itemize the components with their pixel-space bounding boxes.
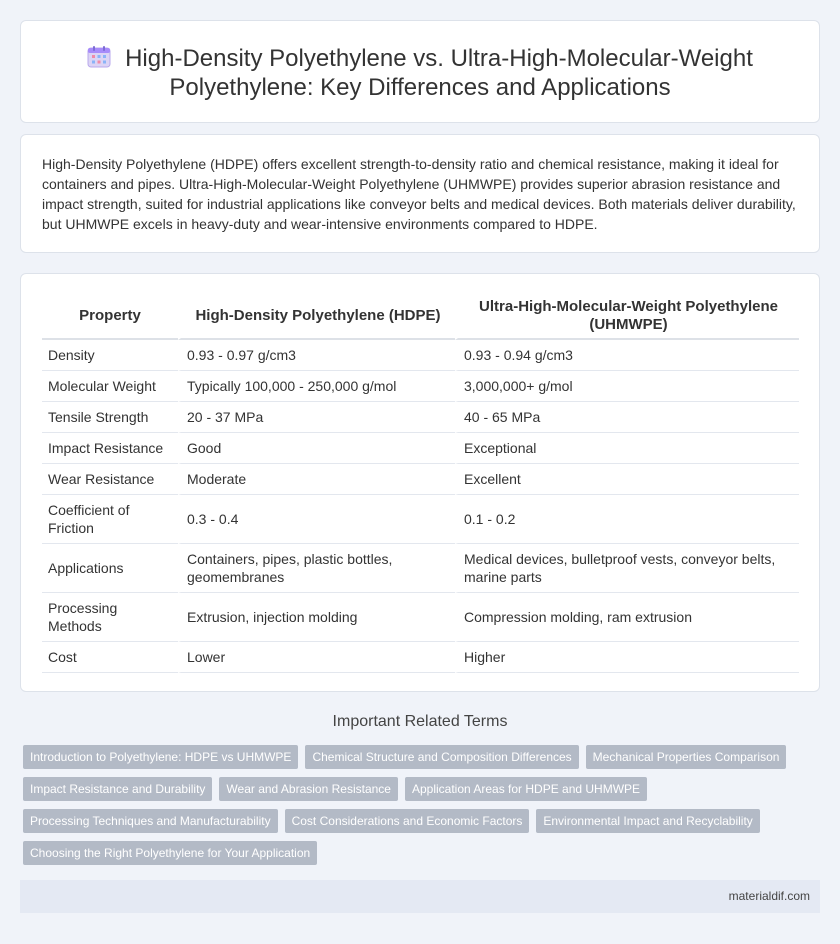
- table-row: [42, 402, 799, 433]
- hdpe-cell: Typically 100,000 - 250,000 g/mol: [178, 371, 455, 402]
- related-term-tag[interactable]: Environmental Impact and Recyclability: [536, 809, 759, 833]
- title-line-2: Polyethylene: Key Differences and Applications: [169, 74, 671, 101]
- uhmwpe-cell: 40 - 65 MPa: [455, 402, 799, 433]
- related-term-tag[interactable]: Processing Techniques and Manufacturability: [23, 809, 278, 833]
- hdpe-cell: Lower: [178, 642, 455, 673]
- table-row: [42, 371, 799, 402]
- related-term-tag[interactable]: Choosing the Right Polyethylene for Your Application: [23, 841, 317, 865]
- table-row: [42, 340, 799, 371]
- uhmwpe-cell: Compression molding, ram extrusion: [455, 593, 799, 642]
- hdpe-cell: Extrusion, injection molding: [178, 593, 455, 642]
- related-terms-tags: [23, 745, 803, 873]
- property-cell: Density: [42, 340, 178, 371]
- uhmwpe-cell: 3,000,000+ g/mol: [455, 371, 799, 402]
- property-cell: Coefficient of Friction: [42, 495, 178, 544]
- related-term-tag[interactable]: Introduction to Polyethylene: HDPE vs UHMWPE: [23, 745, 298, 769]
- property-cell: Processing Methods: [42, 593, 178, 642]
- related-term-tag[interactable]: Impact Resistance and Durability: [23, 777, 212, 801]
- title-line-1: High-Density Polyethylene vs. Ultra-High-Molecular-Weight: [125, 45, 753, 72]
- intro-card: [20, 134, 820, 253]
- footer-site-link[interactable]: materialdif.com: [728, 889, 810, 903]
- intro-paragraph: High-Density Polyethylene (HDPE) offers excellent strength-to-density ratio and chemical resistance, making it ideal for containers and pipes. Ultra-High-Molecular-Weight Polyethylene (UHMWPE) provides superior abrasion resistance and impact strength, suited for industrial applications like conveyor belts and medical devices. Both materials deliver durability, but UHMWPE excels in heavy-duty and wear-intensive environments compared to HDPE.: [42, 156, 796, 232]
- uhmwpe-cell: Excellent: [455, 464, 799, 495]
- hdpe-cell: 0.3 - 0.4: [178, 495, 455, 544]
- table-row: [42, 433, 799, 464]
- hdpe-cell: Moderate: [178, 464, 455, 495]
- calendar-grid-icon: [87, 46, 111, 68]
- column-header-property: Property: [42, 294, 178, 340]
- uhmwpe-cell: Exceptional: [455, 433, 799, 464]
- property-cell: Applications: [42, 544, 178, 593]
- related-terms-heading: Important Related Terms: [332, 713, 508, 730]
- property-cell: Wear Resistance: [42, 464, 178, 495]
- hdpe-cell: 20 - 37 MPa: [178, 402, 455, 433]
- page-title: [21, 44, 819, 102]
- uhmwpe-cell: Higher: [455, 642, 799, 673]
- related-term-tag[interactable]: Cost Considerations and Economic Factors: [285, 809, 530, 833]
- table-row: [42, 593, 799, 642]
- related-term-tag[interactable]: Wear and Abrasion Resistance: [219, 777, 398, 801]
- table-row: [42, 495, 799, 544]
- table-row: [42, 464, 799, 495]
- hdpe-cell: 0.93 - 0.97 g/cm3: [178, 340, 455, 371]
- column-header-uhmwpe: Ultra-High-Molecular-Weight Polyethylene (UHMWPE): [455, 294, 799, 340]
- uhmwpe-cell: 0.93 - 0.94 g/cm3: [455, 340, 799, 371]
- comparison-card: [20, 273, 820, 692]
- table-header-row: [42, 294, 799, 340]
- property-cell: Molecular Weight: [42, 371, 178, 402]
- related-term-tag[interactable]: Mechanical Properties Comparison: [586, 745, 787, 769]
- property-cell: Cost: [42, 642, 178, 673]
- comparison-table: [42, 294, 799, 673]
- uhmwpe-cell: 0.1 - 0.2: [455, 495, 799, 544]
- title-card: [20, 20, 820, 123]
- hdpe-cell: Good: [178, 433, 455, 464]
- property-cell: Impact Resistance: [42, 433, 178, 464]
- column-header-hdpe: High-Density Polyethylene (HDPE): [178, 294, 455, 340]
- hdpe-cell: Containers, pipes, plastic bottles, geomembranes: [178, 544, 455, 593]
- uhmwpe-cell: Medical devices, bulletproof vests, conveyor belts, marine parts: [455, 544, 799, 593]
- footer: [20, 880, 820, 913]
- table-row: [42, 642, 799, 673]
- related-term-tag[interactable]: Application Areas for HDPE and UHMWPE: [405, 777, 647, 801]
- related-term-tag[interactable]: Chemical Structure and Composition Differences: [305, 745, 578, 769]
- property-cell: Tensile Strength: [42, 402, 178, 433]
- table-row: [42, 544, 799, 593]
